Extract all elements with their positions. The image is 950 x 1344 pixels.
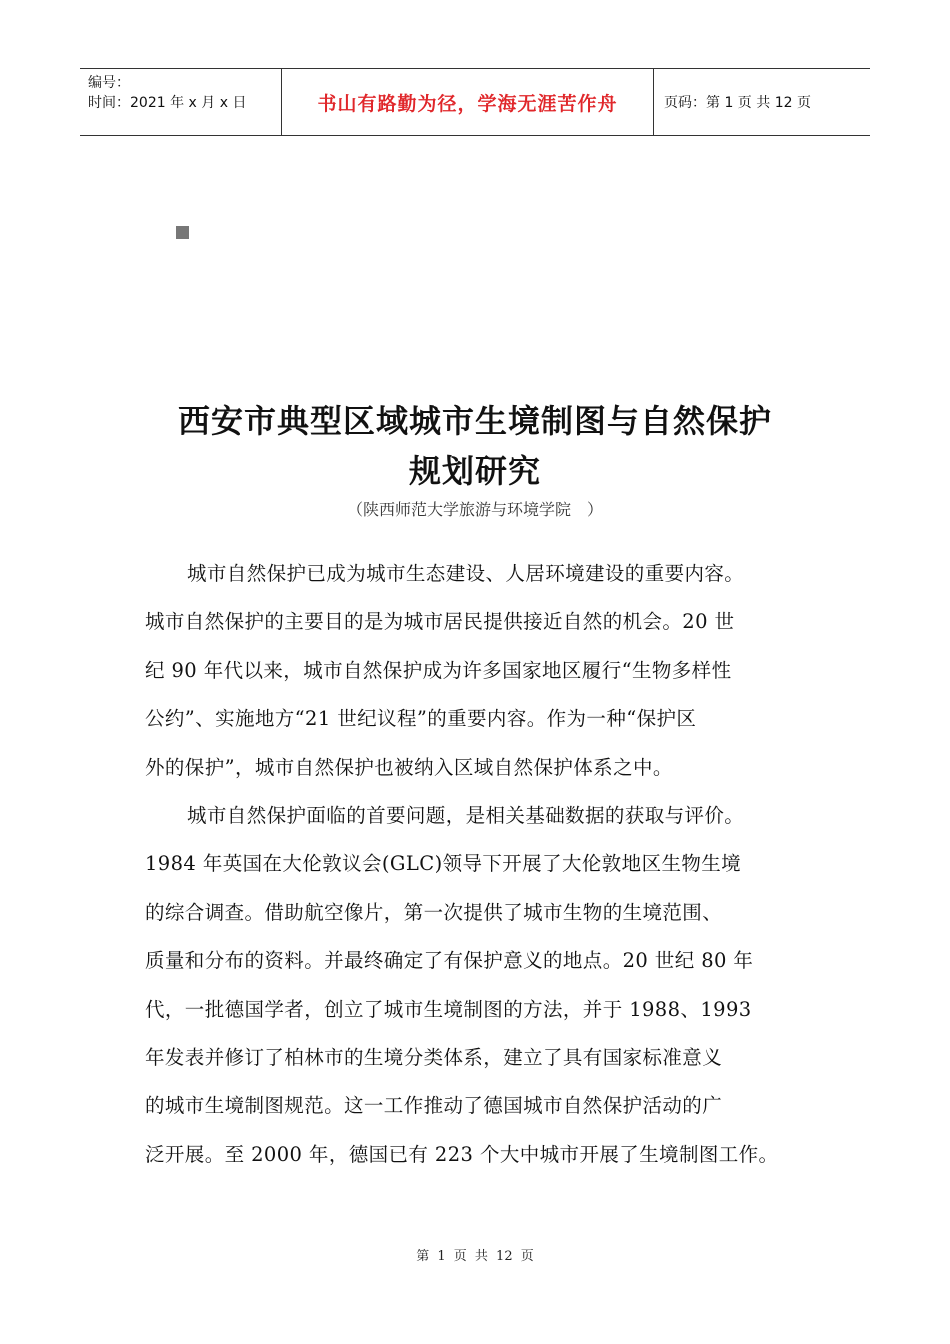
paragraph-1-line: 外的保护”，城市自然保护也被纳入区域自然保护体系之中。	[145, 755, 673, 779]
title-line-2: 规划研究	[408, 452, 541, 490]
document-title	[140, 396, 810, 496]
square-bullet-icon	[176, 226, 189, 239]
paragraph-1-line: 城市自然保护已成为城市生态建设、人居环境建设的重要内容。	[187, 562, 745, 585]
paragraph-1-line: 纪 90 年代以来，城市自然保护成为许多国家地区履行“生物多样性	[145, 658, 732, 682]
paragraph-2-line: 的城市生境制图规范。这一工作推动了德国城市自然保护活动的广	[145, 1094, 723, 1118]
motto-text: 书山有路勤为径，学海无涯苦作舟	[317, 92, 618, 115]
page-info-cell	[654, 69, 870, 135]
paragraph-2-line: 质量和分布的资料。并最终确定了有保护意义的地点。20 世纪 80 年	[145, 949, 754, 973]
paragraph-2-line: 泛开展。至 2000 年，德国已有 223 个大中城市开展了生境制图工作。	[145, 1142, 779, 1166]
page-footer: 第 1 页 共 12 页	[416, 1249, 534, 1264]
header-meta-cell	[80, 69, 281, 135]
affiliation: （陕西师范大学旅游与环境学院 ）	[346, 500, 603, 519]
paragraph-1-line: 公约”、实施地方“21 世纪议程”的重要内容。作为一种“保护区	[145, 707, 697, 731]
paragraph-2-line: 城市自然保护面临的首要问题，是相关基础数据的获取与评价。	[187, 803, 745, 827]
motto-cell	[281, 69, 654, 135]
header-table	[80, 68, 870, 136]
paragraph-1-line: 城市自然保护的主要目的是为城市居民提供接近自然的机会。20 世	[145, 610, 735, 634]
title-line-1: 西安市典型区域城市生境制图与自然保护	[177, 402, 772, 440]
time-label: 时间：2021 年 x 月 x 日	[88, 95, 247, 111]
paragraph-2-line: 代，一批德国学者，创立了城市生境制图的方法，并于 1988、1993	[145, 997, 752, 1021]
paragraph-2-line: 1984 年英国在大伦敦议会(GLC)领导下开展了大伦敦地区生物生境	[145, 852, 742, 876]
number-label: 编号：	[88, 75, 130, 91]
body-text	[145, 550, 817, 1179]
paragraph-2-line: 年发表并修订了柏林市的生境分类体系，建立了具有国家标准意义	[145, 1045, 723, 1069]
paragraph-2-line: 的综合调查。借助航空像片，第一次提供了城市生物的生境范围、	[145, 900, 723, 924]
page-label: 页码：第 1 页 共 12 页	[664, 95, 811, 111]
